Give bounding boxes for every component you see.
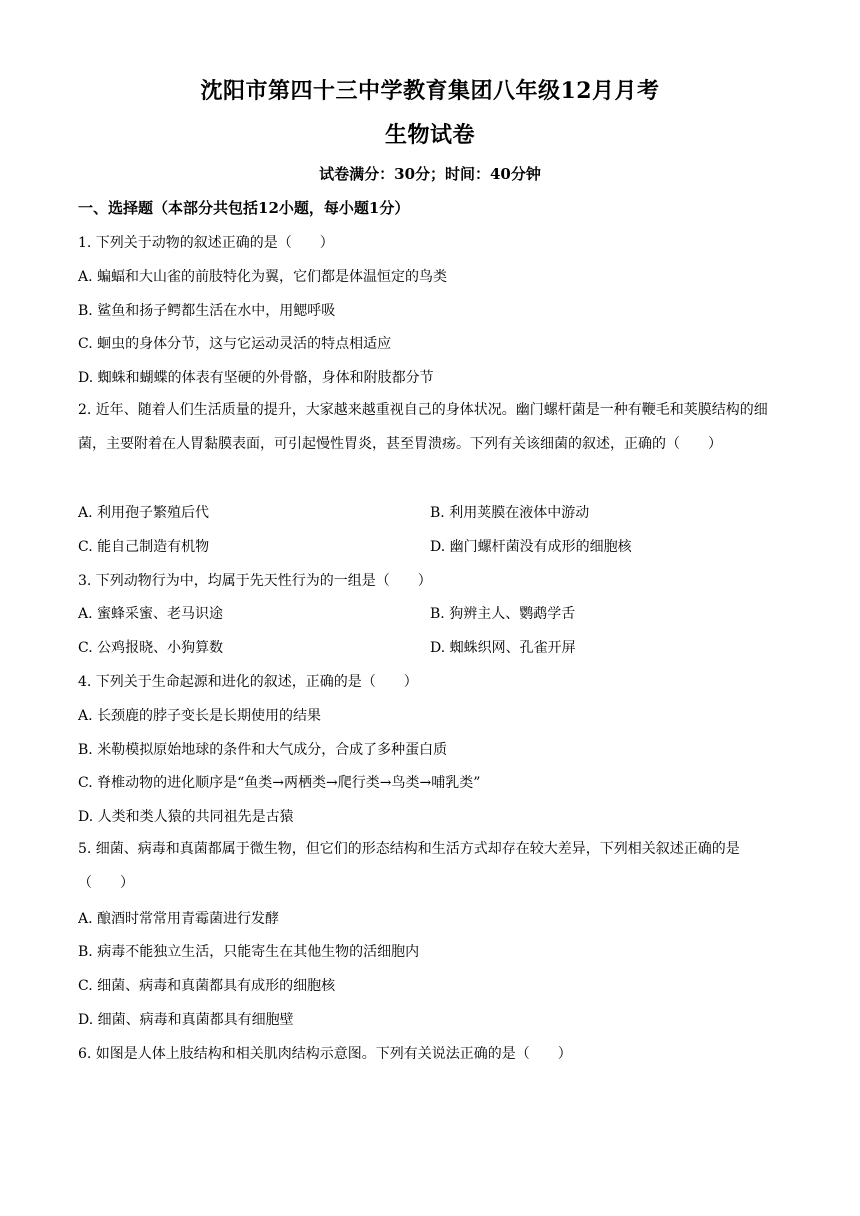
question-option: A. 蝙蝠和大山雀的前肢特化为翼，它们都是体温恒定的鸟类 xyxy=(78,269,448,285)
exam-title: 沈阳市第四十三中学教育集团八年级12月月考 xyxy=(200,78,660,104)
question-option: C. 公鸡报晓、小狗算数 xyxy=(78,640,224,656)
question-option: C. 脊椎动物的进化顺序是“鱼类→两栖类→爬行类→鸟类→哺乳类” xyxy=(78,775,481,791)
section-heading: 一、选择题（本部分共包括12小题，每小题1分） xyxy=(78,199,410,217)
question-option: B. 病毒不能独立生活，只能寄生在其他生物的活细胞内 xyxy=(78,944,420,960)
question-option: B. 鲨鱼和扬子鳄都生活在水中，用鳃呼吸 xyxy=(78,303,336,319)
exam-subtitle: 生物试卷 xyxy=(384,122,475,148)
question-option: D. 人类和类人猿的共同祖先是古猿 xyxy=(78,809,294,825)
question-option: D. 蜘蛛和蝴蝶的体表有坚硬的外骨骼，身体和附肢都分节 xyxy=(78,370,434,386)
question-option: D. 蜘蛛织网、孔雀开屏 xyxy=(430,640,576,656)
exam-meta: 试卷满分：30分；时间：40分钟 xyxy=(319,165,541,183)
question-option: A. 酿酒时常常用青霉菌进行发酵 xyxy=(78,911,280,927)
question-option: C. 能自己制造有机物 xyxy=(78,539,210,555)
question-option: B. 狗辨主人、鹦鹉学舌 xyxy=(430,606,576,622)
question-stem: 1. 下列关于动物的叙述正确的是（ ） xyxy=(78,235,334,251)
question-stem: 2. 近年、随着人们生活质量的提升，大家越来越重视自己的身体状况。幽门螺杆菌是一种有鞭毛和荚膜结构的细菌，主要附着在人胃黏膜表面，可引起慢性胃炎，甚至胃溃疡。下列有关该细菌的叙述，正确的（ ） xyxy=(78,402,768,452)
question-option: D. 幽门螺杆菌没有成形的细胞核 xyxy=(430,539,632,555)
question-option: C. 细菌、病毒和真菌都具有成形的细胞核 xyxy=(78,978,336,994)
question-option: A. 长颈鹿的脖子变长是长期使用的结果 xyxy=(78,708,322,724)
question-option: B. 米勒模拟原始地球的条件和大气成分，合成了多种蛋白质 xyxy=(78,742,448,758)
question-option: D. 细菌、病毒和真菌都具有细胞壁 xyxy=(78,1012,294,1028)
question-stem: 6. 如图是人体上肢结构和相关肌肉结构示意图。下列有关说法正确的是（ ） xyxy=(78,1046,572,1062)
question-option: B. 利用荚膜在液体中游动 xyxy=(430,505,590,521)
question-stem: 5. 细菌、病毒和真菌都属于微生物，但它们的形态结构和生活方式却存在较大差异，下列相关叙述正确的是（ ） xyxy=(78,841,740,891)
question-option: C. 蛔虫的身体分节，这与它运动灵活的特点相适应 xyxy=(78,336,392,352)
question-option: A. 蜜蜂采蜜、老马识途 xyxy=(78,606,224,622)
question-stem: 3. 下列动物行为中，均属于先天性行为的一组是（ ） xyxy=(78,573,432,589)
question-stem: 4. 下列关于生命起源和进化的叙述，正确的是（ ） xyxy=(78,674,418,690)
question-option: A. 利用孢子繁殖后代 xyxy=(78,505,210,521)
